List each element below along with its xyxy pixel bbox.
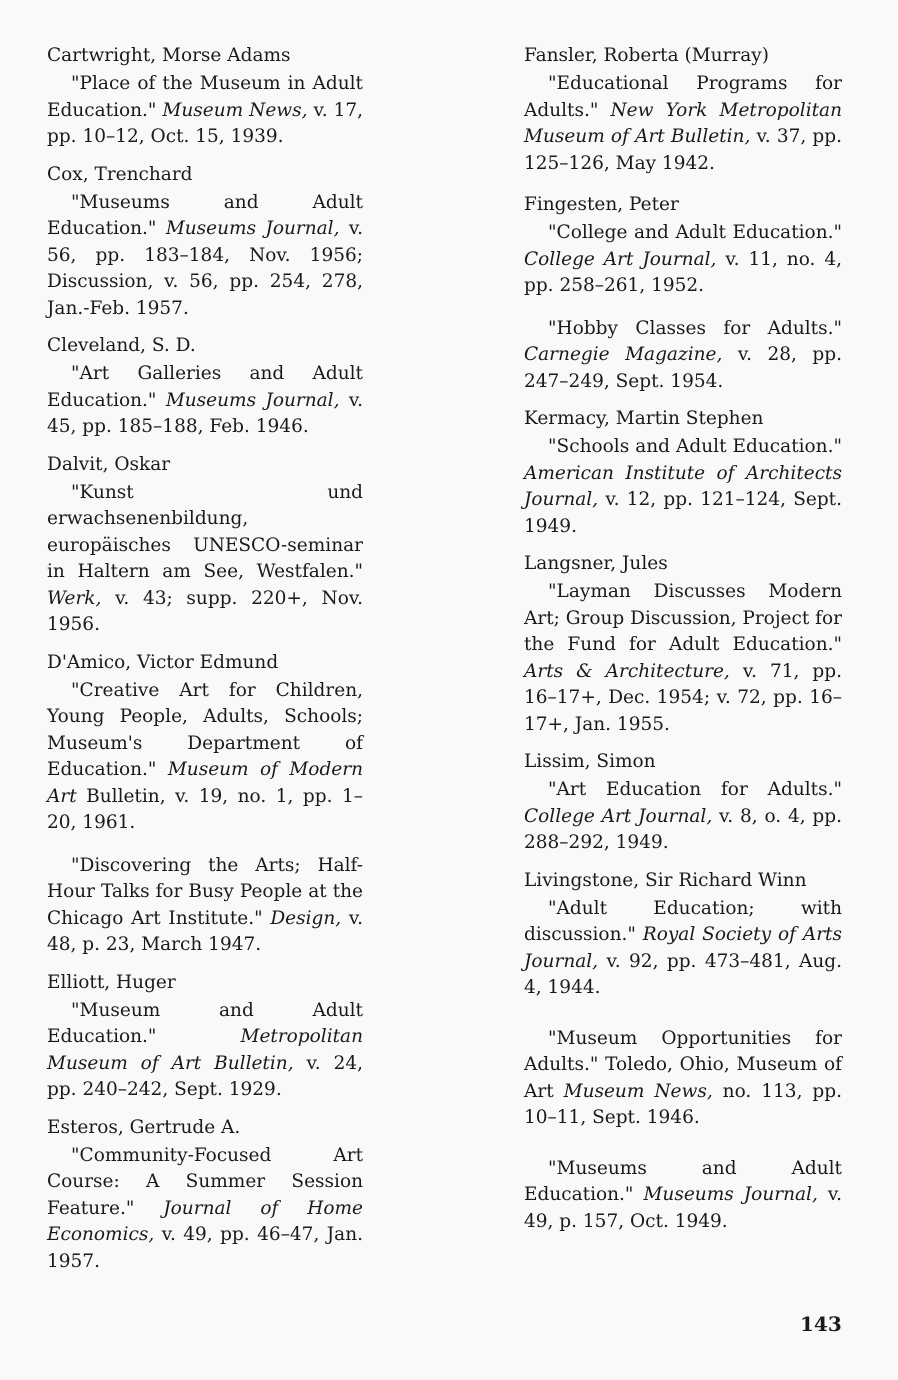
author-name: Cox, Trenchard — [47, 163, 193, 185]
publication-title: Museum News, — [563, 1080, 713, 1102]
publication-title: American Institute of Architects Journal, — [524, 462, 842, 510]
bibliography-entry — [47, 332, 363, 441]
citation: "Place of the Museum in Adult Education." Museum News, v. 17, pp. 10–12, Oct. 15, 1939. — [47, 73, 363, 147]
publication-title: Museums Journal, — [165, 389, 340, 411]
bibliography-entry — [47, 649, 363, 959]
citation: "Schools and Adult Education." American Institute of Architects Journal, v. 12, pp. 121–124, Sept. 1949. — [524, 436, 842, 537]
author-name: Kermacy, Martin Stephen — [524, 408, 764, 429]
publication-title: College Art Journal, — [524, 248, 717, 270]
left-column — [47, 42, 363, 1275]
bibliography-entry — [524, 42, 842, 177]
author-name: Langsner, Jules — [524, 553, 668, 574]
citation: "Educational Programs for Adults." New York Metropolitan Museum of Art Bulletin, v. 37, pp. 125–126, May 1942. — [524, 73, 843, 174]
citation: "Hobby Classes for Adults." Carnegie Magazine, v. 28, pp. 247–249, Sept. 1954. — [524, 317, 842, 392]
citation: "Adult Education; with discussion." Royal Society of Arts Journal, v. 92, pp. 473–481, Aug. 4, 1944. — [524, 897, 842, 998]
page-number: 143 — [800, 1312, 842, 1336]
author-name: Esteros, Gertrude A. — [47, 1116, 241, 1138]
author-name: D'Amico, Victor Edmund — [47, 651, 279, 673]
citation: "Kunst und erwachsenenbildung, europäisches UNESCO-seminar in Haltern am See, Westfalen." Werk, v. 43; supp. 220+, Nov. 1956. — [47, 481, 363, 635]
bibliography-entry — [47, 42, 363, 151]
bibliography-entry — [47, 451, 363, 639]
author-name: Cleveland, S. D. — [47, 335, 196, 356]
publication-title: Museum of Modern Art — [47, 759, 363, 807]
publication-title: Metropolitan Museum of Art Bulletin, — [47, 1026, 363, 1074]
author-name: Fansler, Roberta (Murray) — [524, 45, 769, 66]
publication-title: College Art Journal, — [524, 805, 713, 827]
author-name: Cartwright, Morse Adams — [47, 45, 291, 66]
publication-title: Museum News, — [162, 99, 308, 121]
citation: "Museums and Adult Education." Museums Journal, v. 56, pp. 183–184, Nov. 1956; Discussion, v. 56, pp. 254, 278, Jan.-Feb. 1957. — [47, 191, 363, 319]
author-name: Livingstone, Sir Richard Winn — [524, 869, 807, 891]
publication-title: Museums Journal, — [643, 1184, 818, 1205]
publication-title: Royal Society of Arts Journal, — [524, 924, 842, 972]
citation: "Layman Discusses Modern Art; Group Discussion, Project for the Fund for Adult Education." Arts & Architecture, v. 71, pp. 16–17+, Dec. 1954; v. 72, pp. 16–17+, Jan. 1955. — [524, 581, 843, 735]
bibliography-entry — [47, 161, 363, 323]
publication-title: Werk, — [47, 587, 102, 609]
citation: "Art Education for Adults." College Art Journal, v. 8, o. 4, pp. 288–292, 1949. — [524, 779, 842, 853]
author-name: Dalvit, Oskar — [47, 453, 171, 475]
publication-title: Design, — [270, 907, 342, 929]
citation: "Art Galleries and Adult Education." Museums Journal, v. 45, pp. 185–188, Feb. 1946. — [47, 363, 363, 437]
bibliography-entry — [47, 1114, 363, 1276]
bibliography-entry — [47, 969, 363, 1104]
publication-title: Arts & Architecture, — [524, 660, 730, 682]
citation: "Museum and Adult Education." Metropolitan Museum of Art Bulletin, v. 24, pp. 240–242, Sept. 1929. — [47, 999, 363, 1100]
bibliography-entry — [524, 748, 842, 857]
publication-title: Journal of Home Economics, — [47, 1197, 363, 1245]
author-name: Elliott, Huger — [47, 971, 176, 993]
bibliography-entry — [524, 867, 842, 1236]
publication-title: Museums Journal, — [165, 218, 340, 239]
citation: "Community-Focused Art Course: A Summer Session Feature." Journal of Home Economics, v. 49, pp. 46–47, Jan. 1957. — [47, 1144, 363, 1272]
citation: "Museums and Adult Education." Museums Journal, v. 49, p. 157, Oct. 1949. — [524, 1157, 842, 1232]
publication-title: Carnegie Magazine, — [524, 344, 723, 365]
citation: "Museum Opportunities for Adults." Toledo, Ohio, Museum of Art Museum News, no. 113, pp. 10–11, Sept. 1946. — [524, 1027, 842, 1128]
right-column — [524, 42, 842, 1235]
bibliography-entry — [524, 191, 842, 395]
bibliography-entry — [524, 550, 842, 738]
author-name: Fingesten, Peter — [524, 194, 679, 215]
citation: "Creative Art for Children, Young People, Adults, Schools; Museum's Department of Education." Museum of Modern Art Bulletin, v. 19, no. 1, pp. 1–20, 1961. — [47, 679, 363, 833]
author-name: Lissim, Simon — [524, 751, 656, 772]
citation: "College and Adult Education." College Art Journal, v. 11, no. 4, pp. 258–261, 1952. — [524, 222, 842, 296]
bibliography-entry — [524, 405, 842, 540]
citation: "Discovering the Arts; Half-Hour Talks for Busy People at the Chicago Art Institute." Design, v. 48, p. 23, March 1947. — [47, 854, 363, 955]
publication-title: New York Metropolitan Museum of Art Bulletin, — [524, 99, 843, 147]
